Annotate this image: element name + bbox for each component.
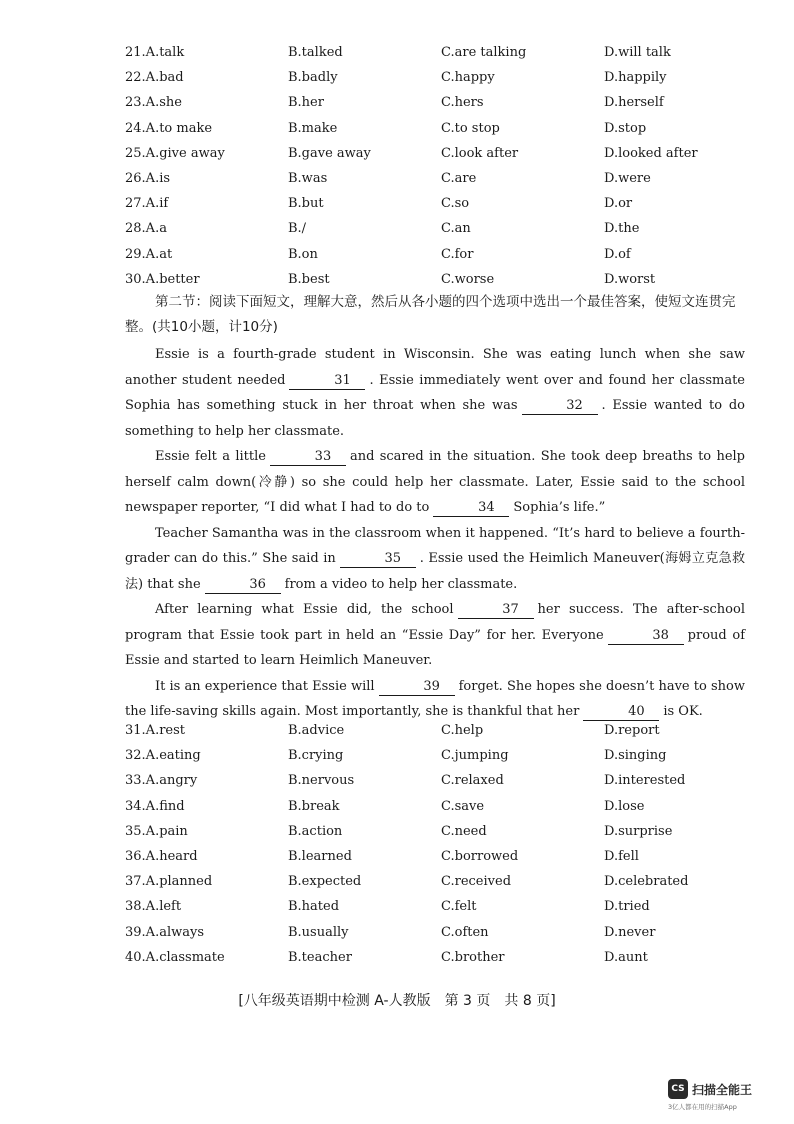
text: her success. The after-school program that Essie took part in held an “Essie Day” for her. Everyone: [125, 602, 745, 643]
option-a: 33.A.angry: [125, 773, 198, 789]
option-a: 25.A.give away: [125, 145, 225, 161]
option-d: D.singing: [604, 748, 667, 764]
option-row-28: [0, 218, 794, 243]
option-b: B.learned: [288, 848, 352, 864]
option-d: D.were: [604, 170, 651, 186]
option-row-26: [0, 168, 794, 193]
option-d: D.worst: [604, 271, 656, 287]
option-c: C.borrowed: [441, 848, 519, 864]
text: . Essie wanted to do something to help her classmate.: [125, 398, 745, 439]
watermark-app-name: 扫描全能王: [692, 1083, 753, 1097]
option-b: B.talked: [288, 45, 343, 60]
option-c: C.an: [441, 221, 471, 237]
option-c: C.worse: [441, 271, 495, 287]
option-d: D.surprise: [604, 823, 673, 839]
option-d: D.interested: [604, 773, 686, 789]
option-a: 36.A.heard: [125, 848, 198, 864]
option-row-29: [0, 244, 794, 269]
option-d: D.or: [604, 196, 633, 212]
option-a: 28.A.a: [125, 221, 167, 237]
option-a: 40.A.classmate: [125, 949, 225, 965]
option-d: D.happily: [604, 70, 667, 86]
option-d: D.fell: [604, 848, 639, 864]
paragraph-2: [125, 444, 745, 521]
blank-39: 39: [379, 679, 455, 696]
option-row-27: [0, 193, 794, 218]
option-a: 31.A.rest: [125, 723, 185, 738]
text: is OK.: [663, 704, 703, 719]
option-row-40: [0, 947, 794, 972]
option-b: B.crying: [288, 748, 344, 764]
option-row-36: [0, 846, 794, 871]
blank-35: 35: [340, 551, 416, 568]
option-c: C.need: [441, 823, 487, 839]
option-d: D.the: [604, 221, 640, 237]
option-a: 23.A.she: [125, 95, 182, 111]
option-row-39: [0, 922, 794, 947]
cloze-passage: [125, 342, 745, 725]
option-a: 22.A.bad: [125, 70, 184, 86]
blank-32: 32: [522, 398, 598, 415]
option-d: D.will talk: [604, 45, 671, 60]
option-c: C.relaxed: [441, 773, 504, 789]
option-row-24: [0, 118, 794, 143]
option-row-34: [0, 796, 794, 821]
blank-37: 37: [458, 602, 534, 619]
option-c: C.felt: [441, 899, 477, 915]
text: . Essie used the Heimlich Maneuver(海姆立克急救法) that she: [125, 551, 745, 592]
option-c: C.help: [441, 723, 484, 738]
option-c: C.save: [441, 798, 485, 814]
option-b: B.make: [288, 120, 338, 136]
blank-33: 33: [270, 449, 346, 466]
option-b: B.usually: [288, 924, 349, 940]
option-a: 35.A.pain: [125, 823, 188, 839]
paragraph-1: [125, 342, 745, 444]
option-b: B.gave away: [288, 145, 371, 161]
option-a: 32.A.eating: [125, 748, 201, 764]
option-c: C.often: [441, 924, 489, 940]
option-b: B.teacher: [288, 949, 352, 965]
text: Essie is a fourth-grade student in Wisconsin. She was eating lunch when she saw another student needed: [125, 347, 745, 388]
paragraph-3: [125, 521, 745, 598]
option-row-22: [0, 67, 794, 92]
option-b: B.badly: [288, 70, 338, 86]
page-footer: [八年级英语期中检测 A-人教版 第 3 页 共 8 页]: [238, 993, 556, 1009]
option-b: B.on: [288, 246, 318, 262]
option-row-25: [0, 143, 794, 168]
blank-31: 31: [289, 373, 365, 390]
option-d: D.lose: [604, 798, 645, 814]
option-row-37: [0, 871, 794, 896]
option-a: 37.A.planned: [125, 874, 213, 890]
text: Teacher Samantha was in the classroom when it happened. “It’s hard to believe a fourth-grader can do this.” She said in: [125, 525, 745, 566]
option-row-32: [0, 745, 794, 770]
option-row-35: [0, 821, 794, 846]
option-a: 26.A.is: [125, 170, 171, 186]
option-d: D.celebrated: [604, 874, 689, 890]
option-a: 29.A.at: [125, 246, 173, 262]
option-b: B.nervous: [288, 773, 355, 789]
blank-40: 40: [583, 704, 659, 721]
option-b: B.hated: [288, 899, 340, 915]
option-d: D.stop: [604, 120, 647, 136]
option-a: 21.A.talk: [125, 45, 185, 60]
option-b: B.break: [288, 798, 340, 814]
option-a: 24.A.to make: [125, 120, 213, 136]
option-a: 34.A.find: [125, 798, 185, 814]
option-b: B.expected: [288, 874, 362, 890]
option-a: 27.A.if: [125, 196, 169, 212]
option-c: C.are: [441, 170, 477, 186]
option-d: D.of: [604, 246, 631, 262]
blank-38: 38: [608, 628, 684, 645]
option-c: C.look after: [441, 145, 519, 161]
option-c: C.happy: [441, 70, 495, 86]
text: forget. She hopes she doesn’t have to show the life-saving skills again. Most importantly, she is thankful that her: [125, 678, 745, 719]
section-heading: 第二节：阅读下面短文，理解大意，然后从各小题的四个选项中选出一个最佳答案，使短文连贯完整。(共10小题，计10分): [125, 294, 736, 335]
option-row-31: [0, 720, 794, 745]
option-d: D.herself: [604, 95, 664, 111]
option-b: B.advice: [288, 723, 345, 738]
option-c: C.are talking: [441, 45, 527, 60]
camscanner-logo-icon: CS: [668, 1079, 688, 1099]
option-d: D.report: [604, 723, 660, 738]
option-c: C.to stop: [441, 120, 500, 136]
option-b: B.was: [288, 170, 328, 186]
blank-34: 34: [433, 500, 509, 517]
text: Essie felt a little: [155, 449, 266, 464]
text: from a video to help her classmate.: [284, 576, 518, 592]
text: and scared in the situation. She took deep breaths to help herself calm down(冷静) so she could help her classmate. Later, Essie said to the school newspaper reporter, “I did what I had to do to: [125, 449, 745, 515]
paragraph-5: [125, 674, 745, 725]
option-b: B.best: [288, 271, 330, 287]
option-c: C.brother: [441, 949, 505, 965]
watermark-tagline: 3亿人都在用的扫描App: [668, 1103, 737, 1111]
text: It is an experience that Essie will: [155, 678, 375, 694]
blank-36: 36: [205, 577, 281, 594]
options-list-21-30: [0, 42, 794, 294]
text: After learning what Essie did, the school: [155, 602, 454, 617]
text: Sophia’s life.”: [513, 500, 606, 515]
option-row-33: [0, 770, 794, 795]
text: proud of Essie and started to learn Heimlich Maneuver.: [125, 627, 746, 668]
option-a: 39.A.always: [125, 924, 204, 940]
text: . Essie immediately went over and found her classmate Sophia has something stuck in her throat when she was: [125, 372, 746, 413]
option-d: D.never: [604, 924, 656, 940]
option-d: D.aunt: [604, 949, 648, 965]
paragraph-4: [125, 597, 745, 674]
options-list-31-40: [0, 720, 794, 972]
option-a: 30.A.better: [125, 271, 200, 287]
option-c: C.so: [441, 196, 470, 212]
option-c: C.for: [441, 246, 474, 262]
option-b: B.but: [288, 196, 324, 212]
option-a: 38.A.left: [125, 899, 182, 915]
scanner-watermark: [668, 1077, 778, 1113]
option-d: D.tried: [604, 899, 650, 915]
option-b: B.action: [288, 823, 343, 839]
option-c: C.jumping: [441, 748, 509, 764]
option-row-38: [0, 896, 794, 921]
option-d: D.looked after: [604, 145, 698, 161]
option-row-21: [0, 42, 794, 67]
option-row-23: [0, 92, 794, 117]
option-b: B./: [288, 221, 307, 237]
option-c: C.received: [441, 874, 512, 890]
option-c: C.hers: [441, 95, 484, 111]
option-b: B.her: [288, 95, 324, 111]
